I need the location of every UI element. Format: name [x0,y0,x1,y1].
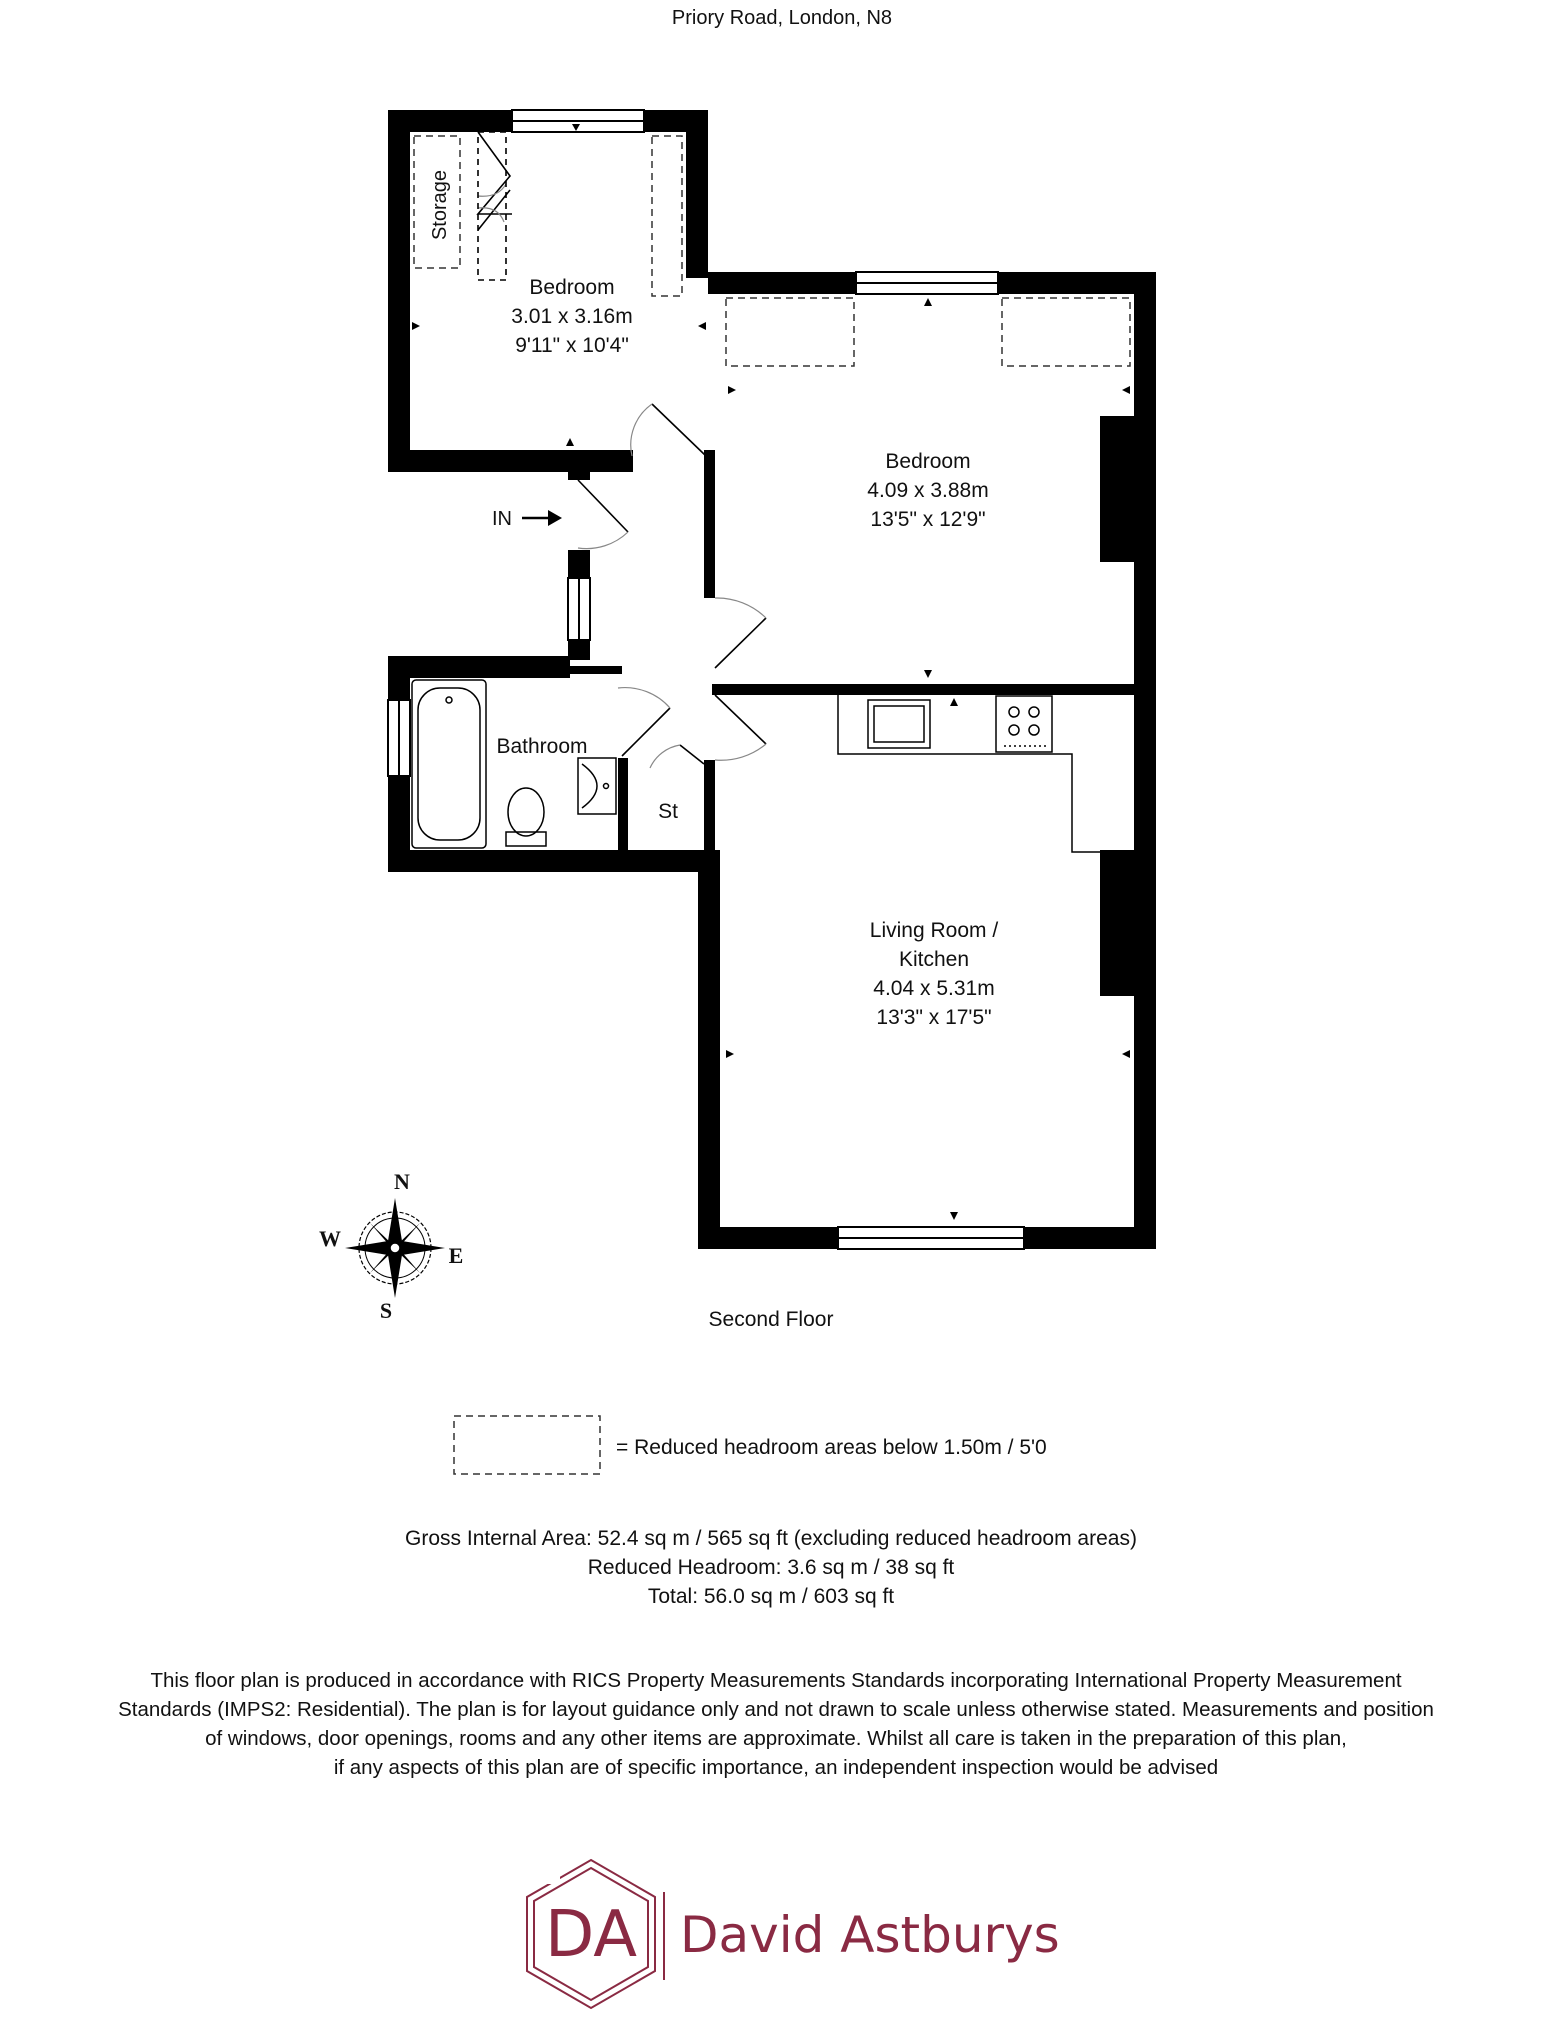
total-area: Total: 56.0 sq m / 603 sq ft [647,1585,895,1608]
storage-label: Storage [429,169,451,241]
disclaimer-line3: of windows, door openings, rooms and any other items are approximate. Whilst all care is taken in the preparation of this plan, [205,1727,1347,1750]
window-hall [568,578,590,640]
floor-label: Second Floor [708,1308,834,1331]
logo-monogram: DA [545,1898,637,1972]
compass-w: W [319,1226,341,1251]
bath [412,680,486,848]
reduced-headroom-bedroom2-right [1002,298,1130,366]
reduced-headroom-bedroom1-right [652,136,682,296]
wall-bathroom-store-divider [618,758,628,852]
disclaimer-line1: This floor plan is produced in accordance with RICS Property Measurements Standards incorporating International Property Measurement [150,1669,1402,1692]
wall-bedroom2-right [1134,272,1156,1249]
compass-e: E [448,1243,464,1268]
living-name-line2: Kitchen [898,948,970,971]
store-name: St [658,800,678,823]
door-bedroom1 [631,404,706,456]
door-bathroom [618,688,670,756]
hob [996,696,1052,752]
chimney-breast-living [1100,850,1134,996]
legend [454,1416,1047,1474]
address-title: Priory Road, London, N8 [671,7,893,29]
window-bedroom2 [856,272,998,294]
bedroom2-imperial: 13'5" x 12'9" [870,508,986,531]
reduced-headroom-bedroom2-left [726,298,854,366]
door-living [715,695,766,760]
wall-living-left [698,868,720,1249]
kitchen-sink [868,700,930,748]
door-entrance [578,480,628,549]
compass-s: S [379,1298,393,1323]
walls [388,110,1156,1249]
living-imperial: 13'3" x 17'5" [876,1006,992,1029]
toilet [506,788,546,846]
legend-text: = Reduced headroom areas below 1.50m / 5'0 [616,1436,1047,1459]
wall-spine-upper [704,450,715,598]
entrance-label: IN [492,508,512,530]
disclaimer [118,1669,1434,1779]
living-metric: 4.04 x 5.31m [873,977,995,1000]
logo-name: David Astburys [680,1906,1060,1964]
legend-swatch [454,1416,600,1474]
wall-bedroom1-right-upper [686,110,708,278]
chimney-breast-bedroom [1100,416,1134,562]
wall-bathroom-partition [570,666,622,674]
disclaimer-line4: if any aspects of this plan are of specific importance, an independent inspection would be advised [333,1756,1219,1779]
wall-bathroom-bottom [388,850,720,872]
door-storage-bifold [478,132,512,280]
wall-bathroom-top [388,656,570,678]
wall-bedroom1-bottom [388,450,633,472]
living-name-line1: Living Room / [869,919,999,942]
brand-logo [527,1860,1060,2008]
floor-plan [388,110,1156,1249]
door-store [650,745,704,768]
entrance-marker [492,508,562,530]
bedroom2-name: Bedroom [885,450,971,473]
reduced-headroom-area: Reduced Headroom: 3.6 sq m / 38 sq ft [587,1556,955,1579]
window-living [838,1227,1024,1249]
gross-internal-area: Gross Internal Area: 52.4 sq m / 565 sq ft (excluding reduced headroom areas) [405,1527,1137,1550]
window-bathroom [388,700,410,776]
basin [578,758,616,814]
bedroom1-metric: 3.01 x 3.16m [511,305,633,328]
wall-entry-stub [568,450,590,480]
bedroom1-imperial: 9'11" x 10'4" [515,334,629,357]
area-summary [405,1527,1137,1608]
wall-bedroom1-left [388,110,410,472]
door-bedroom2 [715,598,766,668]
compass-n: N [394,1169,410,1194]
bedroom1-name: Bedroom [529,276,615,299]
window-bedroom1 [512,110,644,132]
reduced-headroom-areas [414,136,1130,366]
bedroom2-metric: 4.09 x 3.88m [867,479,989,502]
wall-partition-bed2-living [712,684,1134,695]
kitchen-units [838,695,1134,852]
disclaimer-line2: Standards (IMPS2: Residential). The plan is for layout guidance only and not drawn to scale unless otherwise stated. Measurements and position [118,1698,1434,1721]
compass-rose [319,1169,463,1323]
bathroom-name: Bathroom [496,735,588,758]
